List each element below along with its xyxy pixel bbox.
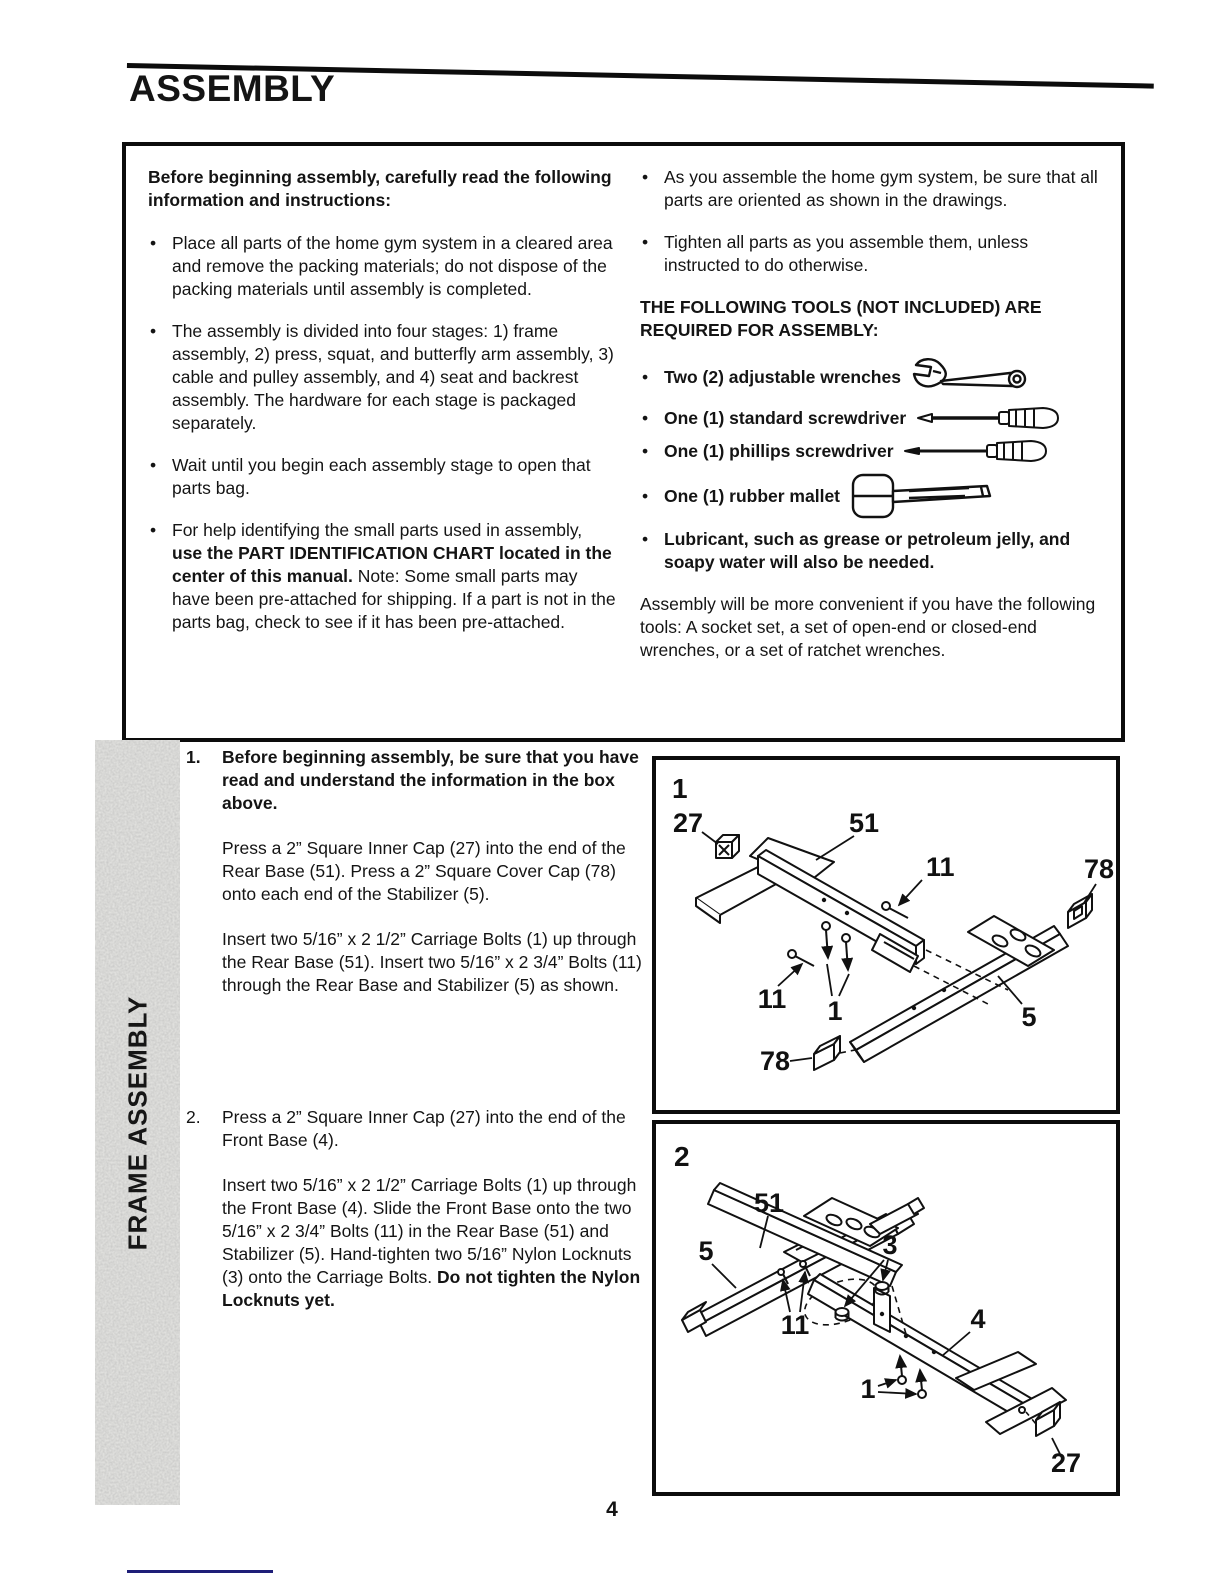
fig2-label-1: 1	[860, 1374, 876, 1404]
step-paragraph: Press a 2” Square Inner Cap (27) into the end of the Front Base (4).	[222, 1107, 626, 1150]
closing-paragraph: Assembly will be more convenient if you have the following tools: A socket set, a set of open-end or closed-end wrenches, or a set of ratchet wrenches.	[640, 594, 1096, 660]
info-box-left-column	[148, 166, 616, 653]
figure-number: 1	[672, 773, 688, 804]
figure-2-frame	[652, 1120, 1120, 1496]
fig2-label-5: 5	[698, 1236, 714, 1266]
bullet-marker: •	[642, 232, 649, 252]
page-number: 4	[606, 1498, 618, 1521]
bullet-text: Wait until you begin each assembly stage to open that parts bag.	[172, 455, 591, 498]
step-body	[222, 1106, 644, 1312]
carriage-bolts-1-shape	[822, 922, 850, 970]
bullet-text: Place all parts of the home gym system in a cleared area and remove the packing materials; do not dispose of the packing materials until assembly is completed.	[172, 233, 613, 299]
tools-heading: THE FOLLOWING TOOLS (NOT INCLUDED) ARE REQUIRED FOR ASSEMBLY:	[640, 297, 1042, 340]
fig1-label-11-left: 11	[757, 984, 787, 1014]
fig1-label-78-bottom: 78	[759, 1046, 791, 1076]
side-tab-label: FRAME ASSEMBLY	[122, 995, 152, 1250]
rubber-mallet-icon	[849, 471, 999, 521]
fig2-label-4: 4	[970, 1304, 986, 1334]
bullet-marker: •	[150, 321, 157, 341]
adjustable-wrench-icon	[910, 356, 1032, 398]
fig1-label-5: 5	[1021, 1002, 1037, 1032]
figure-1-frame	[652, 756, 1120, 1114]
step-paragraph: Insert two 5/16” x 2 1/2” Carriage Bolts (1) up through the Rear Base (51). Insert two 5/16” x 2 3/4” Bolts (11) through the Rear Base and Stabilizer (5) as shown.	[222, 929, 642, 995]
tool-item-phillips-screwdriver	[640, 438, 1102, 464]
inner-cap-27-shape	[716, 835, 739, 858]
info-intro: Before beginning assembly, carefully read the following information and instructions:	[148, 167, 612, 210]
bullet-marker: •	[642, 407, 649, 428]
carriage-bolts-1-shape	[898, 1356, 926, 1398]
step-number: 2.	[186, 1107, 201, 1127]
frame-assembly-side-tab	[95, 740, 180, 1505]
bullet-marker: •	[642, 485, 649, 506]
bullet-text: The assembly is divided into four stages: 1) frame assembly, 2) press, squat, and butterfly arm assembly, 3) cable and pulley assembly, and 4) seat and backrest assembly. The hardware for each stage is packaged separately.	[172, 321, 614, 433]
bullet-text: Tighten all parts as you assemble them, unless instructed to do otherwise.	[664, 232, 1029, 275]
bolt-11-left-shape	[788, 950, 814, 966]
tool-label: One (1) rubber mallet	[664, 485, 841, 506]
list-item	[640, 231, 1102, 277]
front-base-4-shape	[798, 1270, 1066, 1434]
fig2-label-11: 11	[780, 1310, 810, 1340]
bolt-11-top-shape	[882, 902, 908, 918]
tool-item-wrenches	[640, 356, 1102, 398]
fig1-label-1: 1	[827, 996, 843, 1026]
bullet-text: As you assemble the home gym system, be sure that all parts are oriented as shown in the drawings.	[664, 167, 1098, 210]
list-item	[148, 232, 616, 301]
cover-cap-78-bottom-shape	[814, 1036, 840, 1070]
fig2-label-3: 3	[882, 1230, 898, 1260]
tool-item-standard-screwdriver	[640, 405, 1102, 431]
bullet-marker: •	[642, 440, 649, 461]
list-item	[148, 454, 616, 500]
cover-cap-78-right-shape	[1068, 894, 1092, 928]
fig1-label-27: 27	[672, 808, 704, 838]
page-title: ASSEMBLY	[129, 68, 336, 109]
bullet-text: For help identifying the small parts used in assembly, use the PART IDENTIFICATION CHART located in the center of this manual. Note: Some small parts may have been pre-attached for shipping. If a part is not in the parts bag, check to see if it has been pre-attached.	[172, 520, 616, 632]
bullet-marker: •	[150, 455, 157, 475]
bullet-marker: •	[642, 529, 649, 549]
info-box-right-column	[640, 166, 1102, 662]
list-item	[148, 320, 616, 435]
figure-number: 2	[674, 1141, 690, 1172]
fig2-label-27: 27	[1050, 1448, 1082, 1478]
fig1-label-78-right: 78	[1083, 854, 1115, 884]
step-2	[186, 1106, 644, 1312]
step-paragraph: Press a 2” Square Inner Cap (27) into the end of the Rear Base (51). Press a 2” Square Cover Cap (78) onto each end of the Stabilizer (5).	[222, 838, 626, 904]
bullet-marker: •	[150, 520, 157, 540]
figure-1-drawing	[656, 760, 1116, 1110]
list-item	[640, 166, 1102, 212]
step-1	[186, 746, 644, 997]
standard-screwdriver-icon	[915, 405, 1061, 431]
bullet-marker: •	[150, 233, 157, 253]
bullet-marker: •	[642, 167, 649, 187]
tool-item-rubber-mallet	[640, 471, 1102, 521]
step-number: 1.	[186, 747, 201, 767]
list-item	[148, 519, 616, 634]
tool-label: Two (2) adjustable wrenches	[664, 366, 901, 387]
step-paragraph: Insert two 5/16” x 2 1/2” Carriage Bolts (1) up through the Front Base (4). Slide the Front Base onto the two 5/16” x 2 3/4” Bolts (11) in the Rear Base (51) and Stabilizer (5). Hand-tighten two 5/16” Nylon Locknuts (3) onto the Carriage Bolts. Do not tighten the Nylon Locknuts yet.	[222, 1175, 641, 1310]
tool-label: One (1) phillips screwdriver	[664, 440, 894, 461]
step-body	[222, 746, 644, 997]
tool-item-lubricant	[640, 528, 1102, 574]
phillips-screwdriver-icon	[903, 438, 1049, 464]
tool-label: One (1) standard screwdriver	[664, 407, 907, 428]
figure-2-drawing	[656, 1124, 1116, 1492]
fig1-label-51: 51	[848, 808, 880, 838]
fig2-label-51: 51	[753, 1188, 785, 1218]
step-paragraph: Before beginning assembly, be sure that you have read and understand the information in the box above.	[222, 747, 639, 813]
bottom-accent-rule	[127, 1570, 273, 1573]
bullet-marker: •	[642, 366, 649, 387]
info-box	[122, 142, 1125, 742]
fig1-label-11-top: 11	[926, 852, 955, 882]
tool-label: Lubricant, such as grease or petroleum jelly, and soapy water will also be needed.	[664, 529, 1071, 572]
